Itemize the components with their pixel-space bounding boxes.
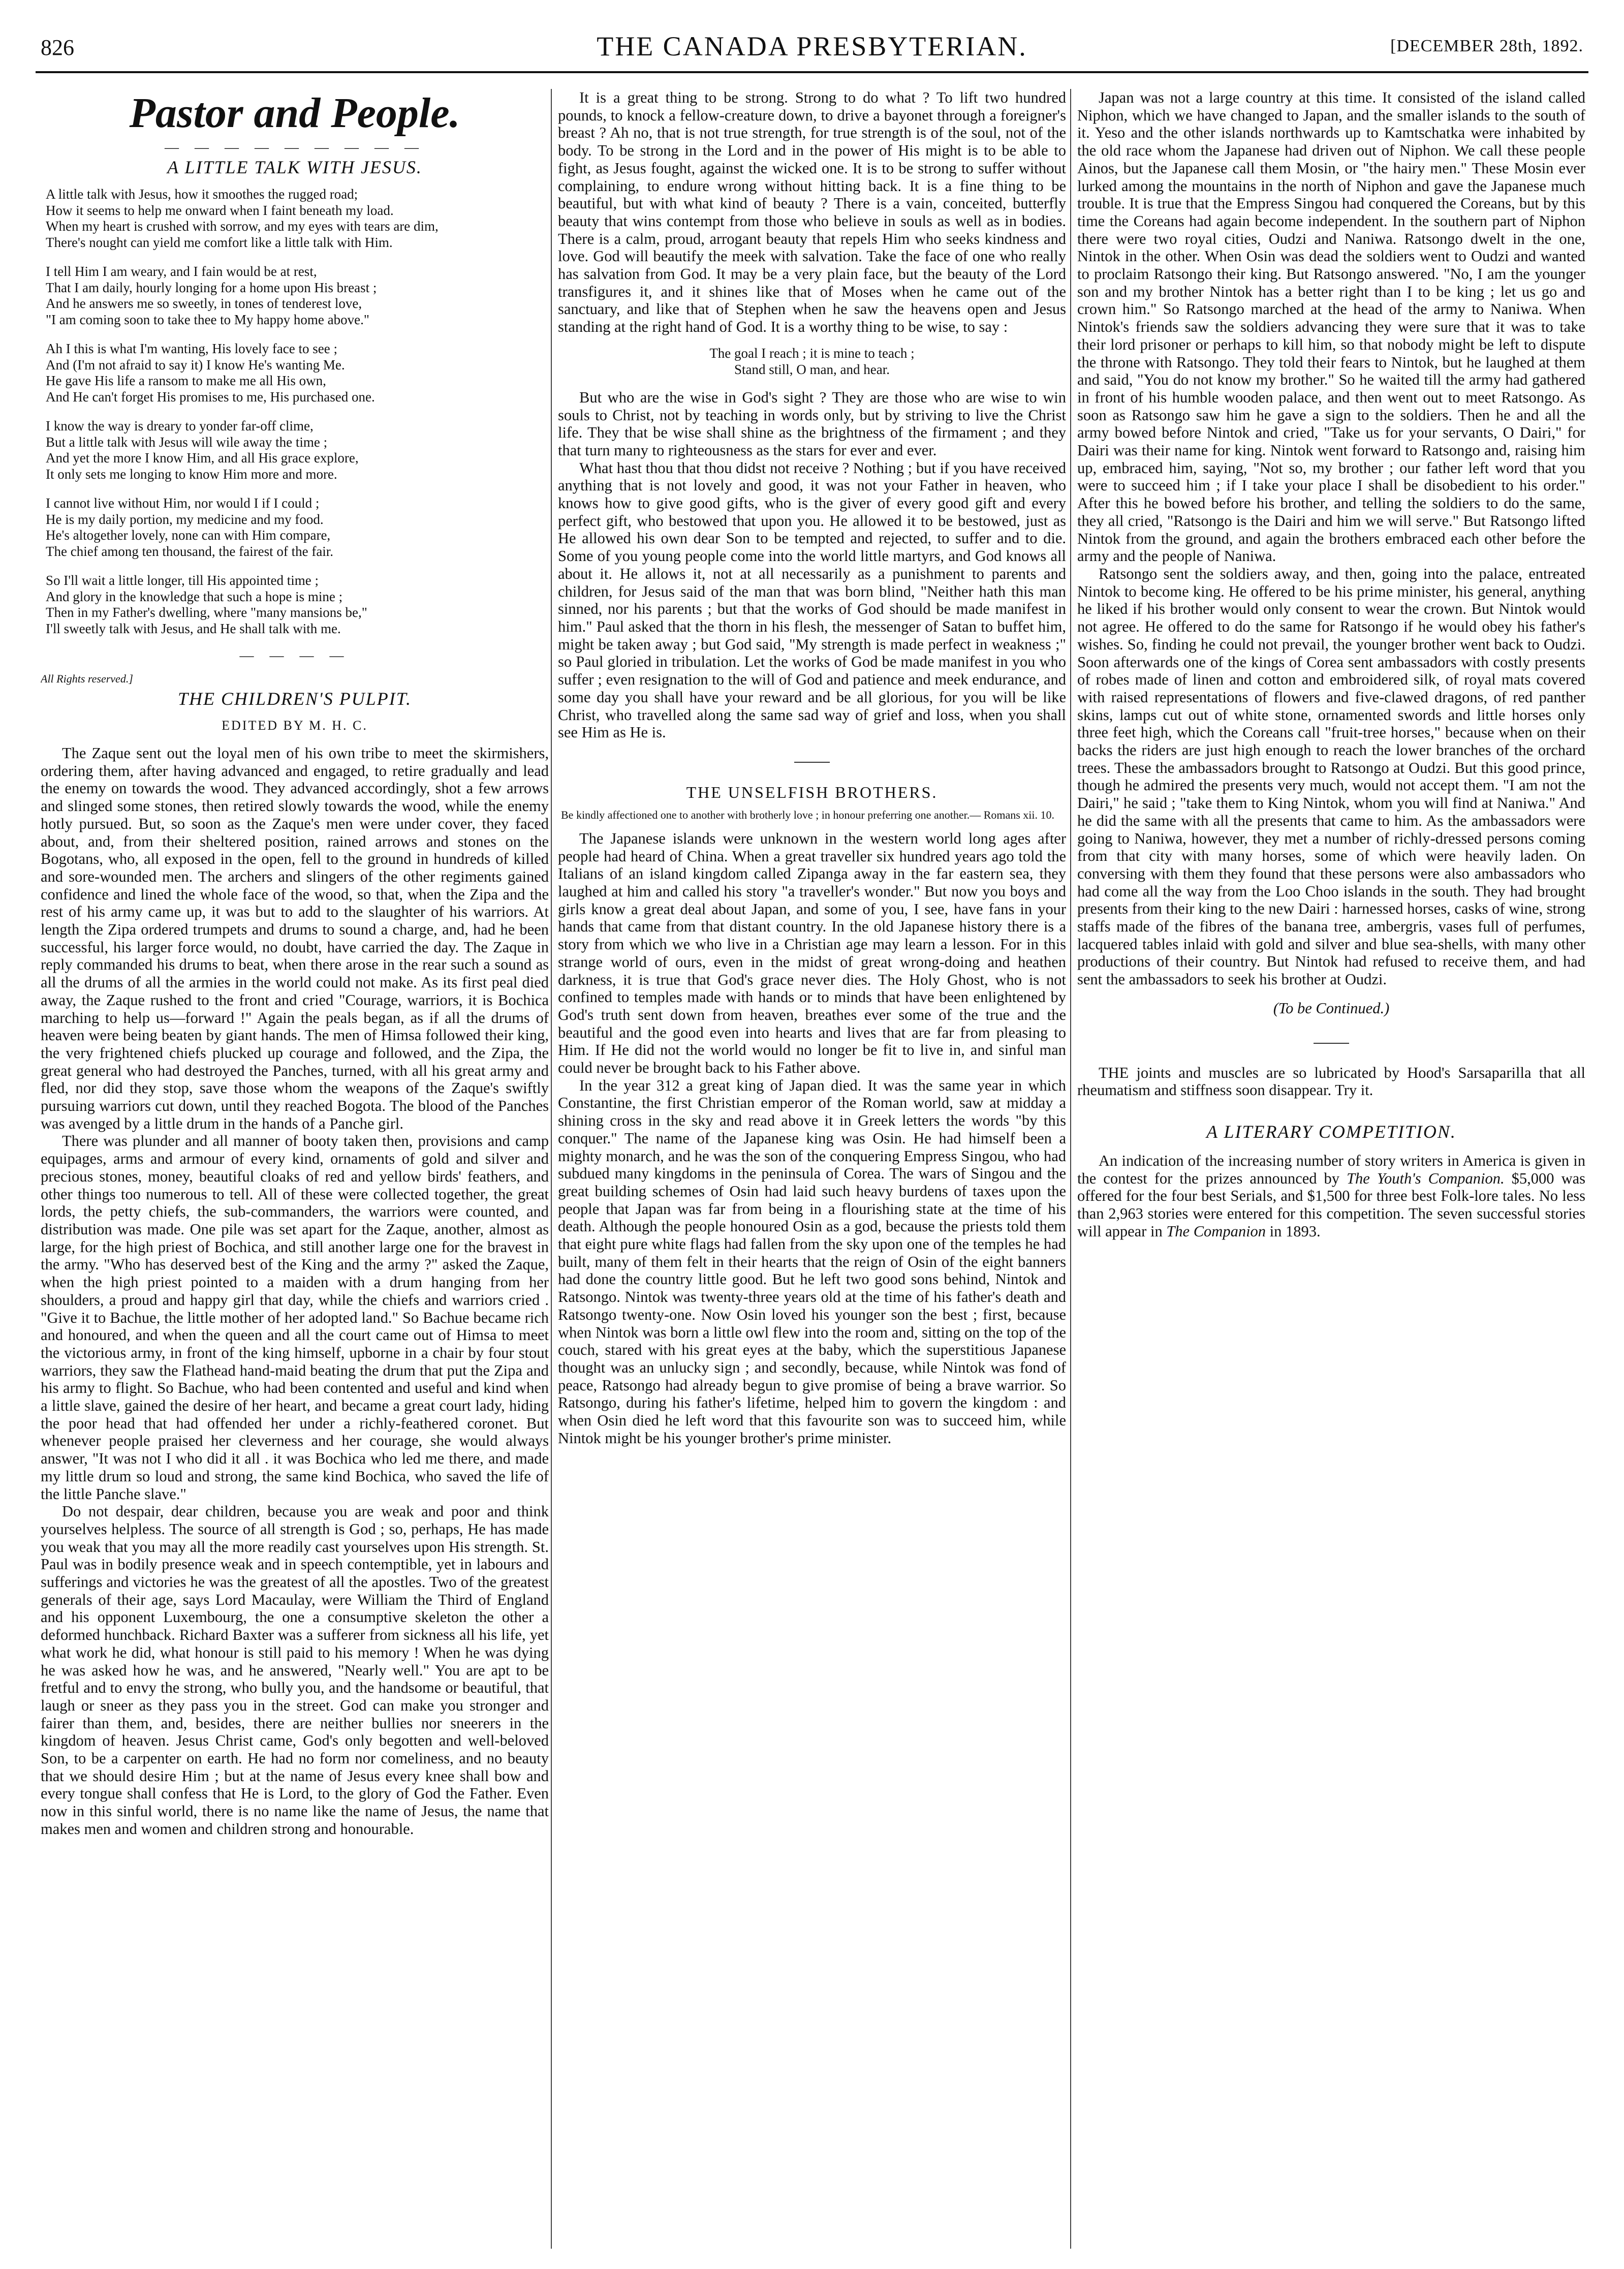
- publication-name: The Companion: [1166, 1222, 1266, 1240]
- text-run: An indication of the increasing number of story writers in America is given in the contest for the prizes announced by: [1077, 1152, 1585, 1187]
- column-3: [1077, 89, 1585, 2254]
- poem-stanza: [46, 264, 549, 328]
- verse: [558, 345, 1066, 378]
- childrens-pulpit-title: THE CHILDREN'S PULPIT.: [177, 689, 412, 709]
- poem-stanza: [46, 341, 549, 405]
- publication-title: THE CANADA PRESBYTERIAN.: [597, 31, 1027, 61]
- childrens-pulpit-continued: [558, 89, 1066, 1447]
- paragraph: There was plunder and all manner of booty taken then, provisions and camp equipages, arms and armour of every kind, ornaments of gold and silver and precious stones, money, beautiful cloaks of red and yellow birds' feathers, and other things too numerous to tell. All of these were collected together, the great lords, the petty chiefs, the sub-commanders, the warriors were counted, and distribution was made. One pile was set apart for the Zaque, another, almost as large, for the high priest of Bochica, and still another large one for the bravest in the army. "Who has deserved best of the King and the army ?" asked the Zaque, when the high priest pointed to a maiden with a drum hanging from her shoulders, a proud and happy girl that day, while the chiefs and warriors cried . "Give it to Bachue, the little mother of her adopted land." So Bachue became rich and honoured, and when the queen and all the court came out of Himsa to meet the victorious army, in front of the king himself, upborne in a chair by four stout warriors, they saw the Flathead hand-maid beating the drum that put the Zipa and his army to flight. So Bachue, who had been contented and useful and kind when a little slave, gained the desire of her heart, and became a great court lady, hiding the poor head that had offended her under a richly-feathered coronet. But whenever people praised her cleverness and her courage, she would always answer, "It was not I who did it all . it was Bochica who led me there, and made my little drum so loud and strong, the same kind Bochica, who saved the life of the little Panche slave.": [41, 1132, 549, 1503]
- ornament-rule: — — — —: [239, 648, 350, 664]
- paragraph: What hast thou that thou didst not receive ? Nothing ; but if you have received anything that is not lovely and good, it was not your Father in heaven, who knows how to give good gifts, who is the giver of every good gift and every perfect gift, who bestowed that upon you. He allowed it to be bestowed, just as He allowed his own dear Son to be tempted and rejected, to suffer and to die. Some of you young people come into the world little martyrs, and God knows all about it. He allows it, not at all necessarily as a punishment to parents and children, for Jesus said of the man that was born blind, "Neither hath this man sinned, nor his parents ; but that the works of God should be made manifest in him." Paul asked that the thorn in his flesh, the messenger of Satan to buffet him, might be taken away ; but God said, "My strength is made perfect in weakness ;" so Paul gloried in tribulation. Let the works of God be made manifest in you who suffer ; even resignation to the will of God and patience and meek endurance, and some day you shall have your reward and be all glorious, for you will be like Christ, who travelled along the same sad way of grief and loss, when you shall see Him as He is.: [558, 459, 1066, 741]
- poem: [46, 187, 549, 637]
- paragraph: Japan was not a large country at this time. It consisted of the island called Niphon, which we have changed to Japan, and the smaller islands to the south of it. Yeso and the other islands northwards up to Kamtschatka were inhabited by the old race whom the Japanese had driven out of Niphon. We call these people Ainos, but the Japanese call them Mosin, or "the hairy men." These Mosin ever lurked among the mountains in the north of Niphon and gave the Japanese much trouble. It is true that the Empress Singou had conquered the Coreans, but by this time the Coreans had again become independent. In the southern part of Niphon there were two royal cities, Oudzi and Naniwa. Ratsongo dwelt in the one, Nintok in the other. When Osin was dead the soldiers went to Oudzi and wanted to proclaim Ratsongo their king. But Ratsongo answered. "No, I am the younger son and my brother Nintok has a better right than I to be king ; let us go and crown him." So Ratsongo marched at the head of the army to Naniwa. When Nintok's friends saw the soldiers advancing they were sure that it was to take their lord prisoner or perhaps to kill him, so that nobody might be left to dispute the throne with Ratsongo. They told their fears to Nintok, but he laughed at them and said, "You do not know my brother." So he waited till the army had gathered in front of his humble wooden palace, and then went out to meet Ratsongo. As soon as Ratsongo saw him he gave a sign to the soldiers. Then he and all the army bowed before Nintok and cried, "Take us for your servants, O Dairi," for Dairi was their name for king. Nintok went forward to Ratsongo and, raising him up, embraced him, saying, "Not so, my brother ; our father left word that you were to succeed him ; if I take your place I shall be disobedient to his order." After this he bowed before his brother, and telling the soldiers to do the same, they all cried, "Ratsongo is the Dairi and him we will serve." But Ratsongo lifted Nintok from the ground, and again the brothers embraced each other before the army and the people of Naniwa.: [1077, 89, 1585, 565]
- poem-line: He is my daily portion, my medicine and my food.: [46, 511, 324, 527]
- verse-line: The goal I reach ; it is mine to teach ;: [709, 345, 915, 361]
- poem-line: And (I'm not afraid to say it) I know He's wanting Me.: [46, 357, 345, 372]
- poem-line: There's nought can yield me comfort like a little talk with Him.: [46, 234, 393, 250]
- paragraph: Do not despair, dear children, because you are weak and poor and think yourselves helpless. The source of all strength is God ; so, perhaps, He has made you weak that you may all the more readily cast yourselves upon His strength. St. Paul was in bodily presence weak and in speech contemptible, yet in labours and sufferings and victories he was the greatest of all the apostles. Two of the greatest generals of their age, says Lord Macaulay, were William the Third of England and his opponent Luxembourg, the one a consumptive skeleton the other a deformed hunchback. Richard Baxter was a sufferer from sickness all his life, yet what work he did, what honour is still paid to his memory ! When he was dying he was asked how he was, and he answered, "Nearly well." You are apt to be fretful and to envy the strong, who bully you, and the handsome or beautiful, that laugh or sneer as they pass you in the street. God can make you stronger and fairer than them, and, besides, there are neither bullies nor sneerers in the kingdom of heaven. Jesus Christ came, God's only begotten and well-beloved Son, to be a carpenter on earth. He had no form nor comeliness, and no beauty that we should desire Him ; but at the name of Jesus every knee shall bow and every tongue shall confess that He is Lord, to the glory of God the Father. Even now in this sinful world, there is no name like the name of Jesus, the name that makes men and women and children strong and honourable.: [41, 1503, 549, 1838]
- poem-line: I tell Him I am weary, and I fain would be at rest,: [46, 264, 317, 279]
- divider: [794, 762, 830, 763]
- literary-competition-title: A LITERARY COMPETITION.: [1206, 1121, 1456, 1142]
- poem-line: When my heart is crushed with sorrow, and my eyes with tears are dim,: [46, 219, 439, 234]
- paragraph: It is a great thing to be strong. Strong to do what ? To lift two hundred pounds, to knock a fellow-creature down, to drive a bayonet through a foreigner's breast ? Ah no, that is not true strength, for true strength is of the soul, not of the body. To be strong in the Lord and in the power of His might is to be able to fight, as Jesus fought, against the wicked one. It is to be strong to suffer without complaining, to endure wrong without hitting back. It is a fine thing to be beautiful, but with what kind of beauty ? There is a vain, conceited, butterfly beauty that wins contempt from those who believe in souls as well as in bodies. There is a calm, proud, arrogant beauty that repels Him who seeks kindness and love. God will beautify the meek with salvation. Take the face of one who really has salvation from God. It may be a very plain face, but the beauty of the Lord transfigures it, and it shines like that of Moses when he came out of the sanctuary, and like that of Stephen when he saw the heavens open and Jesus standing at the right hand of God. It is a worthy thing to be wise, to say :: [558, 89, 1066, 336]
- column-rule: [551, 89, 552, 2249]
- unselfish-brothers-title: THE UNSELFISH BROTHERS.: [686, 783, 938, 801]
- text-run: in 1893.: [1266, 1222, 1321, 1240]
- poem-stanza: [46, 573, 549, 637]
- paragraph: The Zaque sent out the loyal men of his own tribe to meet the skirmishers, ordering them, after having advanced and engaged, to retire gradually and lead the enemy on towards the wood. They advanced accordingly, shot a few arrows and slinged some stones, then retired slowly towards the wood, while the enemy hotly pursued. But, so soon as the Zaque's men were under cover, they faced about, and, from their sheltered position, rained arrows and stones on the Bogotans, who, all exposed in the open, fell to the ground in hundreds of killed and sore-wounded men. The archers and slingers of the other regiments gained confidence and lined the whole face of the wood, so that, when the Zipa and the rest of his army came up, it was but to add to the slaughter of his warriors. At length the Zipa ordered trumpets and drums to sound a charge, and, had he been successful, his larger force would, no doubt, have carried the day. The Zaque in reply commanded his drums to beat, when there arose in the rear such a sound as all the drums of all the armies in the world could not make. As its first peal died away, the Zaque rushed to the front and cried "Courage, warriors, it is Bochica marching to help us—forward !" Again the peals began, as if all the drums of heaven were being beaten by giant hands. The men of Himsa followed their king, the very frightened chiefs plucked up courage and followed, and the Zipa, the great general who had destroyed the Panches, turned, with all his great army and fled, nor did they stop, save those whom the weapons of the Zaque's swiftly pursuing warriors cut down, until they reached Bogota. The blood of the Panches was avenged by a little drum in the hands of a Panche girl.: [41, 744, 549, 1132]
- publication-name: The Youth's Companion.: [1347, 1169, 1505, 1187]
- divider: [1314, 1043, 1349, 1044]
- poem-line: That I am daily, hourly longing for a home upon His breast ;: [46, 279, 377, 295]
- poem-line: The chief among ten thousand, the fairest of the fair.: [46, 543, 334, 559]
- poem-line: And yet the more I know Him, and all His grace explore,: [46, 450, 359, 465]
- header-rule: [36, 71, 1588, 73]
- verse-line: Stand still, O man, and hear.: [734, 361, 890, 377]
- poem-line: But a little talk with Jesus will wile away the time ;: [46, 434, 328, 450]
- poem-line: I cannot live without Him, nor would I if I could ;: [46, 495, 320, 511]
- poem-line: I know the way is dreary to yonder far-off clime,: [46, 418, 314, 433]
- paragraph: The Japanese islands were unknown in the western world long ages after people had heard of China. When a great traveller six hundred years ago told the Italians of an island kingdom called Zipanga away in the far eastern sea, they laughed at him and called his story "a traveller's wonder." But now you boys and girls know a great deal about Japan, and some of you, I see, have fans in your hands that came from that distant country. In the old Japanese history there is a story from which we who live in a Christian age may learn a lesson. For in this strange world of ours, even in the midst of great wrong-doing and heathen darkness, it is true that God's grace never dies. The Holy Ghost, who is not confined to temples made with hands or to minds that have been enlightened by God's truth sent down from heaven, breathes ever some of the true and the beautiful and the good even into hearts and lives that are far from pleasing to Him. If He did not the world would no longer be fit to live in, and sinful man could never be brought back to his Father above.: [558, 829, 1066, 1077]
- advertisement: THE joints and muscles are so lubricated by Hood's Sarsaparilla that all rheumatism and stiffness soon disappear. Try it.: [1077, 1064, 1585, 1099]
- issue-date: [DECEMBER 28th, 1892.: [1390, 37, 1583, 55]
- poem-line: So I'll wait a little longer, till His appointed time ;: [46, 573, 319, 588]
- column-rule: [1070, 89, 1071, 2249]
- poem-line: Ah I this is what I'm wanting, His lovely face to see ;: [46, 341, 338, 356]
- poem-line: I'll sweetly talk with Jesus, and He shall talk with me.: [46, 620, 341, 636]
- page-number: 826: [41, 35, 74, 60]
- ornament-rule: — — — — — — — — —: [165, 140, 425, 156]
- column-1: [41, 89, 549, 2254]
- literary-competition-text: [1077, 1152, 1585, 1240]
- rights-note: All Rights reserved.]: [41, 672, 133, 685]
- text-run: $5,000 was offered for the four best Serials, and $1,500 for three best Folk-lore tales. No less than 2,963 stories were entered for this competition. The seven successful stories will appear in: [1077, 1169, 1585, 1240]
- poem-line: He's altogether lovely, none can with Him compare,: [46, 527, 331, 543]
- epigraph: Be kindly affectioned one to another with brotherly love ; in honour preferring one another.— Romans xii. 10.: [561, 808, 1055, 821]
- poem-line: He gave His life a ransom to make me all His own,: [46, 373, 326, 388]
- continued-note: (To be Continued.): [1273, 999, 1390, 1017]
- poem-stanza: [46, 187, 549, 251]
- poem-stanza: [46, 418, 549, 482]
- poem-line: Then in my Father's dwelling, where "many mansions be,": [46, 605, 367, 620]
- paragraph: In the year 312 a great king of Japan died. It was the same year in which Constantine, the first Christian emperor of the Roman world, saw at midday a shining cross in the sky and read above it in Greek letters the words "by this conquer." The name of the Japanese king was Osin. He had himself been a mighty monarch, and he was the son of the conquering Empress Singou, who had subdued many kingdoms in the peninsula of Corea. The wars of Singou and the great building schemes of Osin had laid such heavy burdens of taxes upon the people that Japan was far from being in a flourishing state at the time of his death. Although the people honoured Osin as a god, because the priests told them that eight pure white flags had fallen from the sky upon one of the temples he had built, many of them felt in their hearts that the reign of Osin of the eight banners had done the country little good. But he left two good sons behind, Nintok and Ratsongo. Nintok was twenty-three years old at the time of his father's death and Ratsongo twenty-one. Now Osin loved his younger son the best ; first, because when Nintok was born a little owl flew into the room and, sitting on the top of the couch, stared with his great eyes at the baby, which the superstitious Japanese thought was an unlucky sign ; and secondly, because, while Nintok was fond of peace, Ratsongo had already begun to give promise of being a brave warrior. So Ratsongo, during his father's lifetime, helped him to govern the kingdom : and when Osin died he left word that this favourite son was to succeed him, while Nintok might be his younger brother's prime minister.: [558, 1076, 1066, 1447]
- poem-line: A little talk with Jesus, how it smoothes the rugged road;: [46, 187, 358, 202]
- poem-line: "I am coming soon to take thee to My happy home above.": [46, 312, 369, 327]
- section-title: Pastor and People.: [129, 89, 460, 137]
- unselfish-brothers-continued: [1077, 89, 1585, 1240]
- poem-line: And he answers me so sweetly, in tones of tenderest love,: [46, 296, 362, 311]
- column-2: [558, 89, 1066, 2254]
- paragraph: Ratsongo sent the soldiers away, and then, going into the palace, entreated Nintok to become king. He offered to be his prime minister, his general, anything he liked if his brother would only consent to wear the crown. But Nintok would not agree. He offered to do the same for Ratsongo if he would obey his father's wishes. So, finding he could not prevail, the younger brother went back to Oudzi. Soon afterwards one of the kings of Corea sent ambassadors with costly presents of robes made of linen and cotton and embroidered silk, of royal mats covered with raised representations of flowers and five-clawed dragons, of red panther skins, lamps cut out of white stone, ornamented swords and little horses only three feet high, which the Coreans call "fruit-tree horses," because when on their backs the riders are just high enough to reach the lower branches of the orchard trees. These the ambassadors brought to Ratsongo at Oudzi. But this good prince, though he admired the presents very much, would not accept them. "I am not the Dairi," he said ; "take them to King Nintok, whom you will find at Naniwa." And he did the same with all the presents that came to him. As the ambassadors were going to Naniwa, however, they met a number of richly-dressed persons coming from that city with many horses, some of which were heavily laden. On conversing with them they found that these persons were also ambassadors who had come all the way from the Loo Choo islands in the south. They had brought presents from their king to the new Dairi : harnessed horses, casks of wine, strong staffs made of the fibres of the banana tree, ambergris, vases full of perfumes, lacquered tables inlaid with gold and silver and blue sea-shells, with many other productions of their country. But Nintok had refused to receive them, and had sent the ambassadors to seek his brother at Oudzi.: [1077, 565, 1585, 988]
- childrens-pulpit-body: [41, 744, 549, 1838]
- poem-line: And He can't forget His promises to me, His purchased one.: [46, 389, 375, 405]
- poem-line: How it seems to help me onward when I faint beneath my load.: [46, 202, 394, 218]
- editor-line: EDITED BY M. H. C.: [222, 718, 368, 733]
- poem-line: It only sets me longing to know Him more and more.: [46, 466, 337, 482]
- paragraph: But who are the wise in God's sight ? They are those who are wise to win souls to Christ, not by teaching in words only, but by striving to live the Christ life. They that be wise shall shine as the brightness of the firmament ; and they that turn many to righteousness as the stars for ever and ever.: [558, 388, 1066, 459]
- page-header: [36, 30, 1588, 66]
- poem-stanza: [46, 495, 549, 560]
- poem-line: And glory in the knowledge that such a hope is mine ;: [46, 588, 343, 604]
- poem-title: A LITTLE TALK WITH JESUS.: [167, 157, 422, 177]
